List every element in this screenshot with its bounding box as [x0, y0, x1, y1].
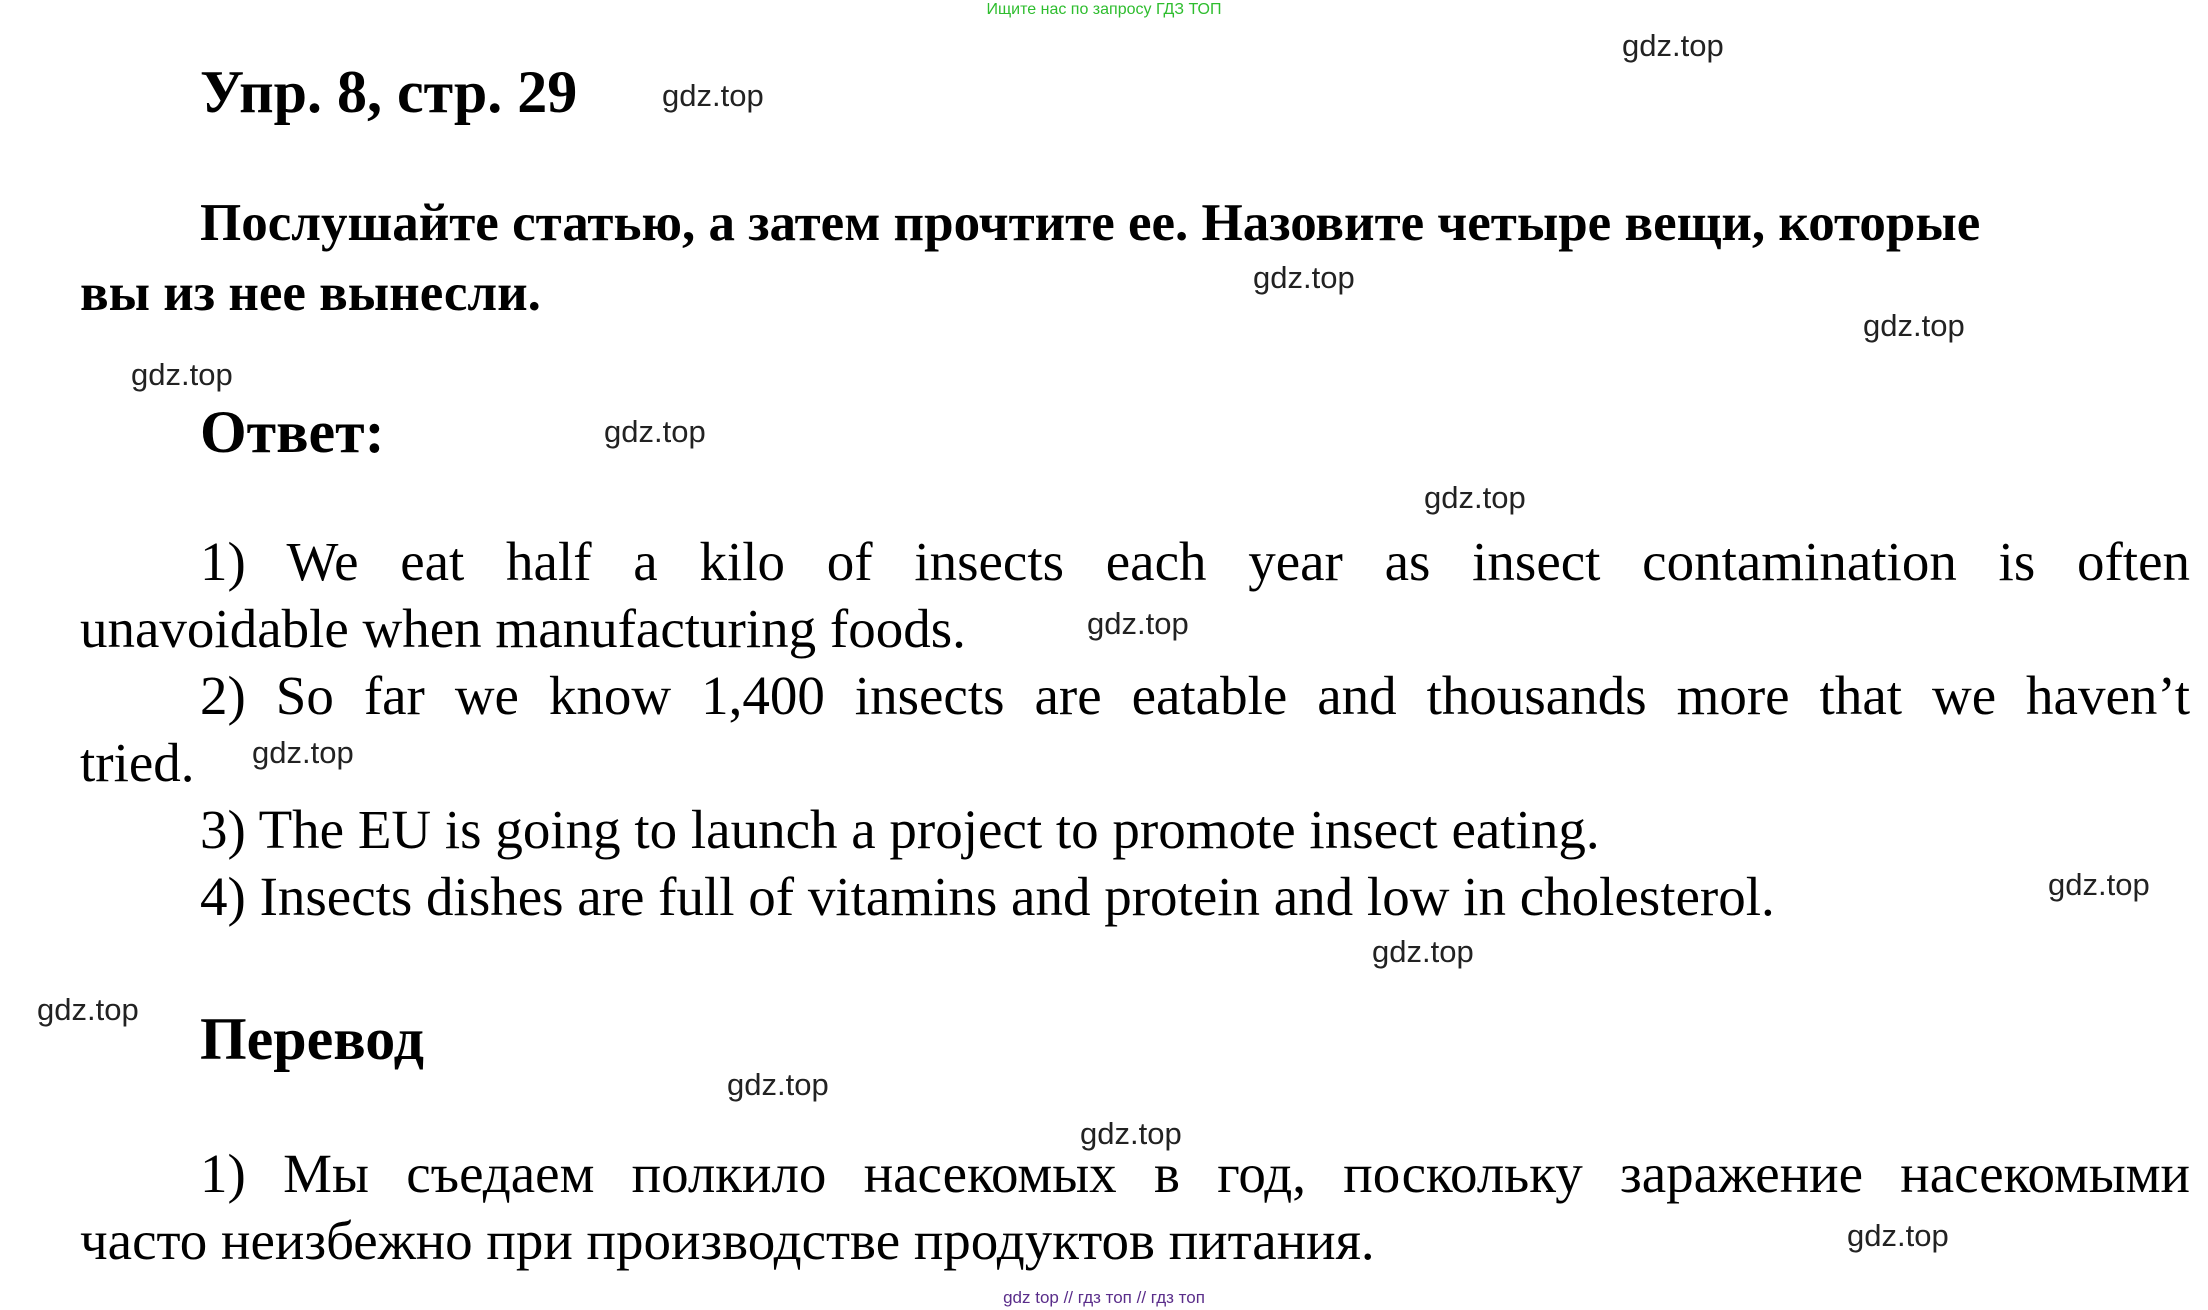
watermark: gdz.top: [1087, 606, 1189, 641]
exercise-title: Упр. 8, стр. 29: [200, 59, 578, 125]
bottom-promo-note: gdz top // гдз топ // гдз топ: [1003, 1288, 1205, 1307]
watermark: gdz.top: [604, 414, 706, 449]
watermark: gdz.top: [1847, 1218, 1949, 1253]
watermark: gdz.top: [662, 78, 764, 113]
translation-item-1-line-1: 1) Мы съедаем полкило насекомых в год, поскольку заражение насекомыми: [200, 1143, 2190, 1204]
answer-item-1-line-1: 1) We eat half a kilo of insects each year as insect contamination is often: [200, 531, 2190, 592]
translation-heading: Перевод: [200, 1006, 424, 1072]
watermark: gdz.top: [1622, 28, 1724, 63]
answer-item-3: 3) The EU is going to launch a project to promote insect eating.: [200, 799, 1600, 860]
watermark: gdz.top: [1253, 260, 1355, 295]
watermark: gdz.top: [1080, 1116, 1182, 1151]
watermark: gdz.top: [131, 357, 233, 392]
answer-item-2-line-2: tried.: [80, 732, 195, 793]
watermark: gdz.top: [1863, 308, 1965, 343]
translation-list: [80, 1142, 2190, 1276]
watermark: gdz.top: [252, 735, 354, 770]
watermark: gdz.top: [727, 1067, 829, 1102]
answer-item-2-line-1: 2) So far we know 1,400 insects are eatable and thousands more that we haven’t: [200, 665, 2190, 726]
watermark: gdz.top: [2048, 867, 2150, 902]
watermark: gdz.top: [37, 992, 139, 1027]
task-line-2: вы из нее вынесли.: [80, 264, 541, 322]
answer-list: [80, 530, 2190, 932]
answer-heading: Ответ:: [200, 399, 385, 465]
answer-item-1-line-2: unavoidable when manufacturing foods.: [80, 598, 966, 659]
translation-item-1-line-2: часто неизбежно при производстве продуктов питания.: [80, 1210, 1375, 1271]
watermark: gdz.top: [1372, 934, 1474, 969]
watermark: gdz.top: [1424, 480, 1526, 515]
top-promo-note: Ищите нас по запросу ГДЗ ТОП: [986, 1, 1222, 18]
answer-item-4: 4) Insects dishes are full of vitamins and protein and low in cholesterol.: [200, 866, 1775, 927]
task-line-1: Послушайте статью, а затем прочтите ее. Назовите четыре вещи, которые: [200, 194, 1981, 252]
